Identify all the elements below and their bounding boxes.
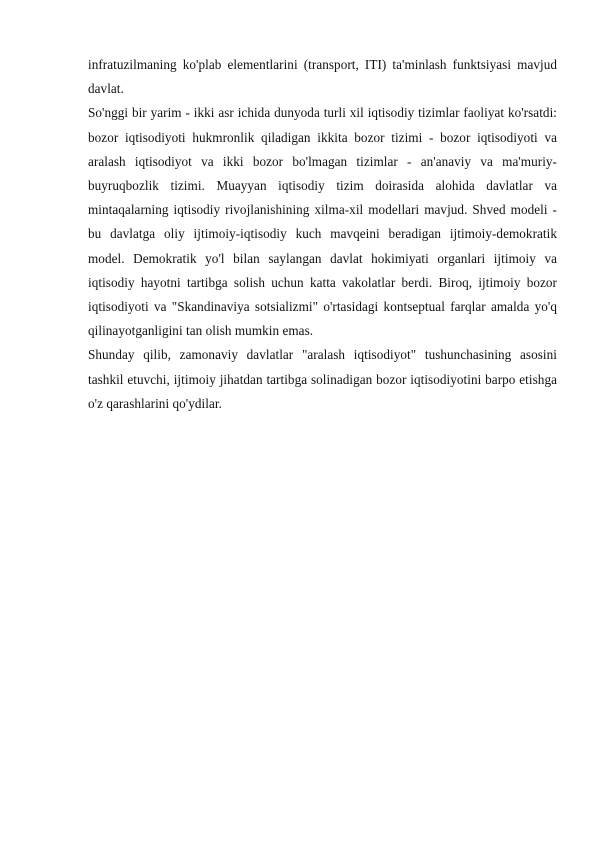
paragraph-1: infratuzilmaning ko'plab elementlarini (transport, ITI) ta'minlash funktsiyasi mavjud davlat. <box>88 57 557 97</box>
paragraph-2: So'nggi bir yarim - ikki asr ichida dunyoda turli xil iqtisodiy tizimlar faoliyat ko'rsatdi: bozor iqtisodiyoti hukmronlik qiladigan ikkita bozor tizimi - bozor iqtisodiyoti va aralash iqtisodiyot va ikki bozor bo'lmagan tizimlar - an'anaviy va ma'muriy-buyruqbozlik tizimi. Muayyan iqtisodiy tizim doirasida alohida davlatlar va mintaqalarning iqtisodiy rivojlanishining xilma-xil modellari mavjud. Shved modeli - bu davlatga oliy ijtimoiy-iqtisodiy kuch mavqeini beradigan ijtimoiy-demokratik model. Demokratik yo'l bilan saylangan davlat hokimiyati organlari ijtimoiy va iqtisodiy hayotni tartibga solish uchun katta vakolatlar berdi. Biroq, ijtimoiy bozor iqtisodiyoti va "Skandinaviya sotsializmi" o'rtasidagi kontseptual farqlar amalda yo'q qilinayotganligini tan olish mumkin emas. <box>88 105 557 339</box>
paragraph-3: Shunday qilib, zamonaviy davlatlar "aralash iqtisodiyot" tushunchasining asosini tashkil etuvchi, ijtimoiy jihatdan tartibga solinadigan bozor iqtisodiyotini barpo etishga o'z qarashlarini qo'ydilar. <box>88 347 557 411</box>
body-text <box>88 53 557 416</box>
